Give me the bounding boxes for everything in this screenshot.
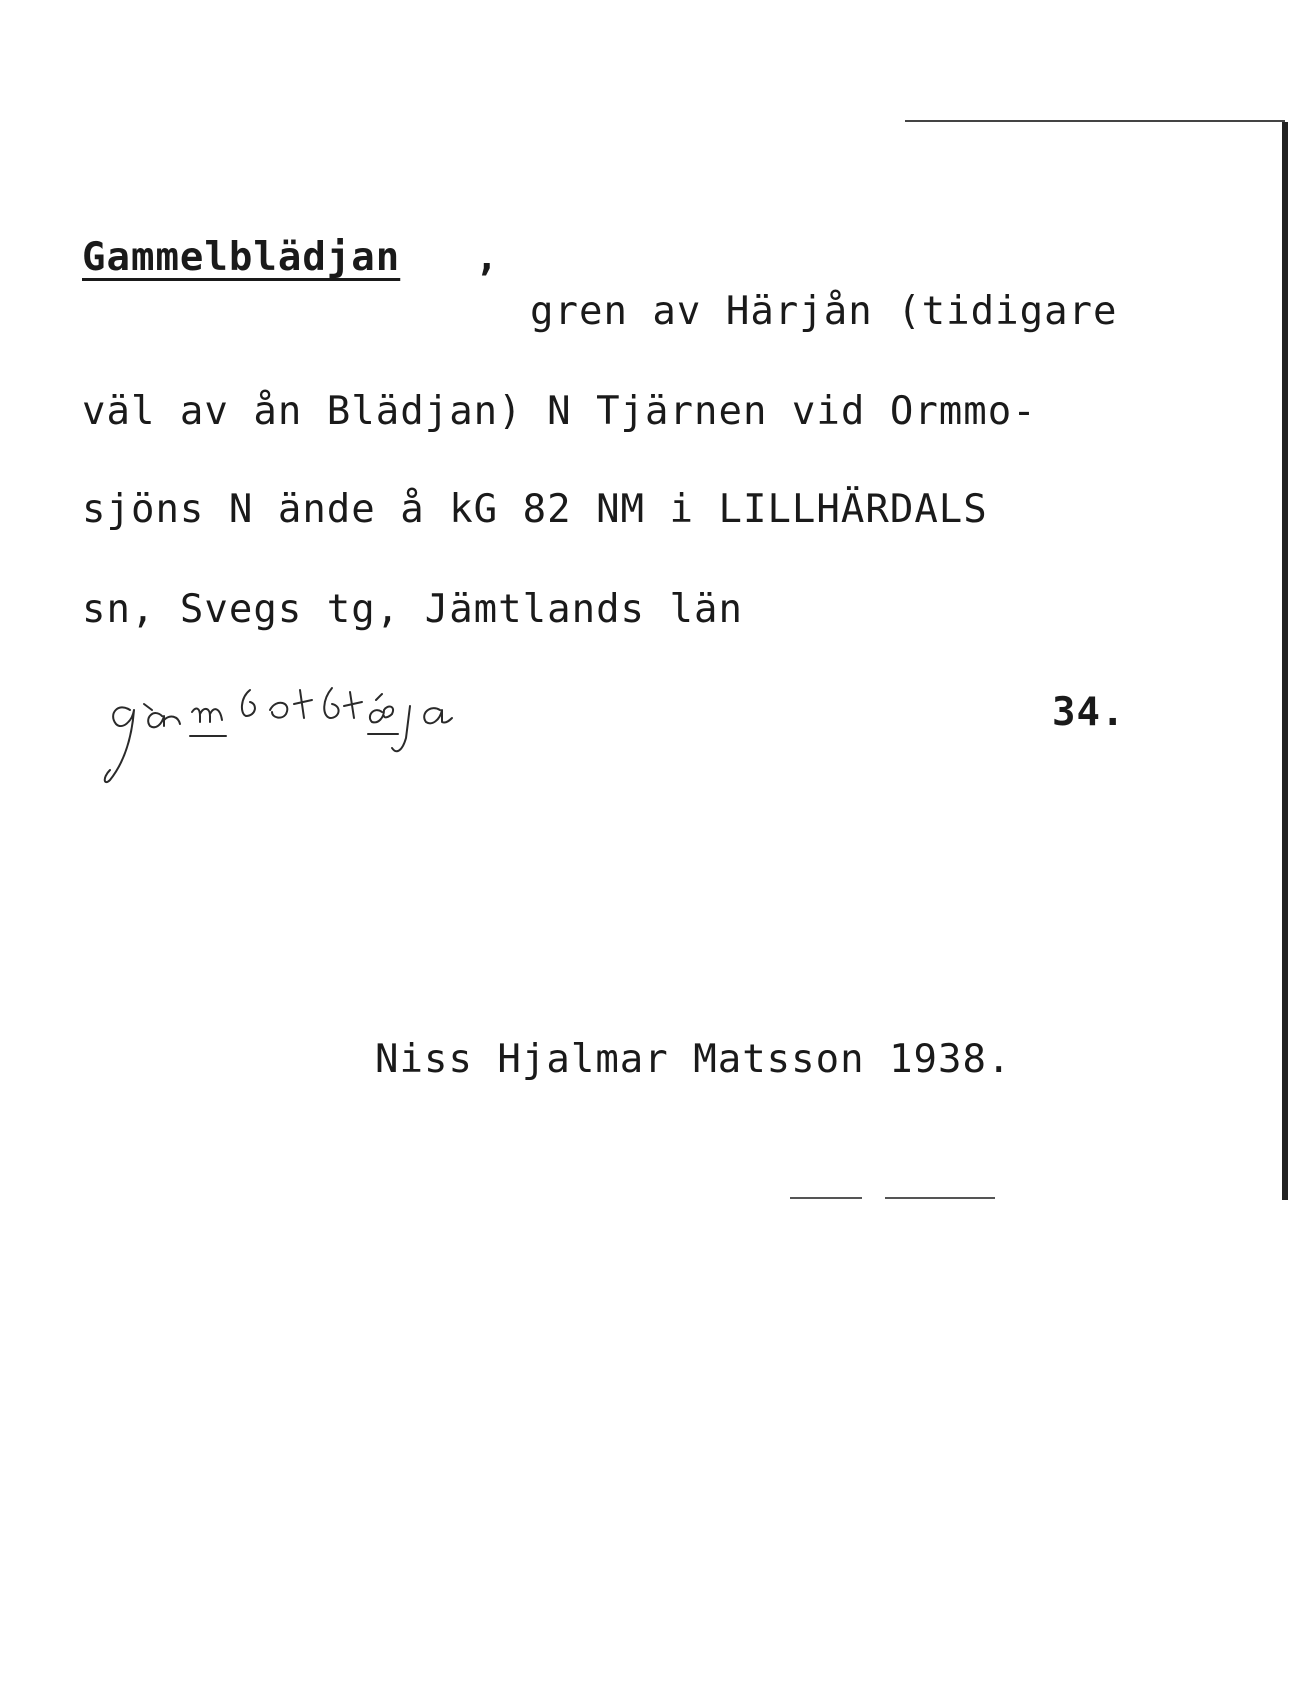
- card-number: 34.: [1052, 690, 1126, 735]
- collector-signature: Niss Hjalmar Matsson 1938.: [375, 1037, 1012, 1082]
- card-bottom-edge: [885, 1197, 995, 1199]
- description-line-1: gren av Härjån (tidigare: [530, 289, 1118, 334]
- description-line-4: sn, Svegs tg, Jämtlands län: [82, 587, 743, 632]
- card-top-edge: [905, 120, 1285, 122]
- description-line-2: väl av ån Blädjan) N Tjärnen vid Ormmo-: [82, 389, 1037, 434]
- headword: Gammelblädjan: [82, 235, 401, 280]
- headword-punctuation: ,: [475, 235, 500, 280]
- card-bottom-edge: [790, 1197, 862, 1199]
- description-line-3: sjöns N ände å kG 82 NM i LILLHÄRDALS: [82, 487, 988, 532]
- card-right-edge: [1282, 122, 1288, 1200]
- handwritten-phonetic-transcription: [100, 680, 540, 790]
